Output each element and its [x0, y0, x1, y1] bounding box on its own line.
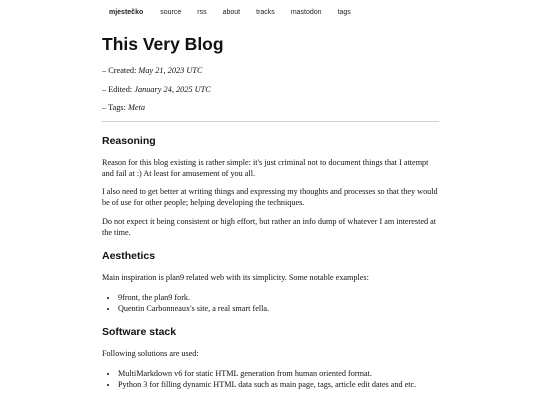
edited-value: January 24, 2025 UTC [134, 85, 211, 94]
reasoning-paragraph-1: Reason for this blog existing is rather simple: it's just criminal not to document things that I attempt and fail at :) At least for amusement of you all. [102, 158, 429, 178]
edited-date [102, 84, 211, 95]
nav-link-mastodon[interactable]: mastodon [290, 9, 322, 16]
list-item-multimarkdown[interactable]: • MultiMarkdown v6 for static HTML generation from human oriented format. [118, 368, 439, 379]
created-date [102, 65, 202, 76]
divider [102, 121, 439, 122]
nav-brand-link[interactable]: mjestečko [109, 9, 144, 16]
top-nav [109, 9, 367, 16]
stack-list [102, 368, 439, 390]
tags-prefix: – Tags: [102, 103, 129, 112]
list-item-quentin[interactable]: • Quentin Carbonneaux's site, a real smart fella. [118, 303, 439, 314]
heading-aesthetics: Aesthetics [102, 250, 156, 262]
aesthetics-intro: Main inspiration is plan9 related web with its simplicity. Some notable examples: [102, 273, 369, 282]
list-item-python[interactable]: • Python 3 for filling dynamic HTML data such as main page, tags, article edit dates and etc. [118, 379, 439, 390]
tag-link-meta[interactable]: Meta [128, 103, 146, 112]
created-prefix: – Created: [102, 66, 139, 75]
created-value: May 21, 2023 UTC [138, 66, 203, 75]
reasoning-paragraph-3: Do not expect it being consistent or high effort, but rather an info dump of whatever I am interested at the time. [102, 217, 437, 237]
stack-intro: Following solutions are used: [102, 349, 199, 358]
nav-link-source[interactable]: source [160, 9, 182, 16]
nav-link-about[interactable]: about [222, 9, 241, 16]
edited-prefix: – Edited: [102, 85, 135, 94]
reasoning-paragraph-2: I also need to get better at writing things and expressing my thoughts and processes so that they would be of use for other people; helping developing the techniques. [102, 187, 438, 207]
nav-link-rss[interactable]: rss [197, 9, 207, 16]
list-item-9front[interactable]: • 9front, the plan9 fork. [118, 292, 439, 303]
post-tags [102, 102, 145, 113]
heading-software-stack: Software stack [102, 326, 177, 338]
page-title: This Very Blog [102, 34, 224, 54]
aesthetics-list [102, 292, 439, 314]
nav-link-tracks[interactable]: tracks [256, 9, 275, 16]
heading-reasoning: Reasoning [102, 135, 156, 147]
nav-link-tags[interactable]: tags [337, 9, 351, 16]
